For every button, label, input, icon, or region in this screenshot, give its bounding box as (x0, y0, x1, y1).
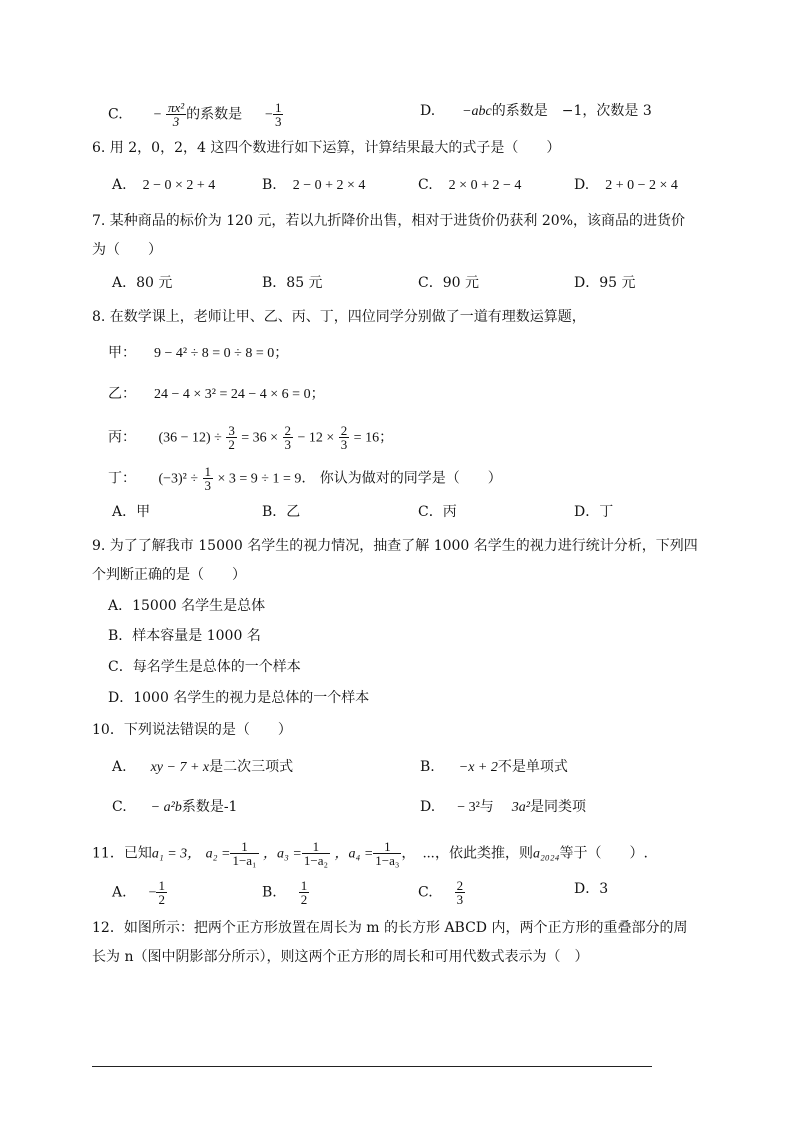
option-text: 与 (479, 799, 494, 815)
numerator: 1 (204, 464, 212, 479)
fraction-2-3 (283, 424, 294, 451)
fraction-3-2 (226, 424, 237, 451)
q7-option-d: D．95 元 (574, 275, 636, 291)
q8-option-a: A．甲 (112, 504, 151, 520)
numerator: 1 (373, 840, 401, 854)
q9-stem-line2: 个判断正确的是（ ） (92, 567, 246, 583)
math-expr: xy − 7 + x (150, 760, 210, 775)
option-label: D. (420, 103, 436, 119)
math-expr: (−3)² ÷ (158, 471, 199, 487)
fraction-1-3 (203, 465, 214, 492)
q9-option-a: A．15000 名学生是总体 (108, 598, 266, 614)
fraction-pi-x2-over-3 (166, 101, 186, 128)
q9-option-d: D．1000 名学生的视力是总体的一个样本 (108, 690, 370, 706)
option-label: D. (420, 799, 436, 815)
q11-option-c (418, 879, 465, 906)
footer-rule (92, 1066, 652, 1067)
q7-option-b: B．85 元 (262, 275, 323, 291)
fraction-a2 (230, 840, 258, 867)
fraction-answer (273, 101, 284, 128)
q11-option-b (262, 879, 309, 906)
numerator: 1 (230, 840, 258, 854)
q8-bing (108, 424, 393, 451)
numerator: 2 (340, 423, 348, 438)
q5-option-c (108, 101, 283, 128)
numerator: 3 (228, 423, 235, 438)
numerator: 1 (302, 840, 330, 854)
fraction-a4 (373, 840, 401, 867)
option-label: B. (420, 759, 435, 775)
question-text: 等于（ ）. (559, 845, 648, 862)
math-expr: ，a₄ = (334, 846, 374, 862)
option-text: 系数是-1 (181, 799, 238, 815)
fraction-2-3 (455, 879, 466, 906)
question-text: ， ⋯，依此类推，则 (401, 845, 534, 862)
option-label: C. (418, 884, 433, 901)
numerator: 1 (274, 100, 282, 115)
q7-stem-line1: 7. 某种商品的标价为 120 元，若以九折降价出售，相对于进货价仍获利 20%，该商品的进货价 (92, 213, 685, 229)
q11-stem (92, 840, 648, 867)
math-expr: 3a² (511, 800, 530, 815)
option-text: 不是单项式 (497, 759, 568, 775)
option-text: 是同类项 (529, 799, 586, 815)
option-label: C. (108, 106, 123, 123)
math-expr: a₂ = (205, 846, 231, 862)
math-expr: −abc (462, 104, 492, 119)
q9-option-c: C．每名学生是总体的一个样本 (108, 659, 301, 675)
q6-option-a (112, 175, 215, 196)
fraction-a3 (302, 840, 330, 867)
numerator: 1 (300, 878, 308, 893)
minus-sign: − (148, 885, 157, 901)
q7-option-a: A．80 元 (112, 275, 173, 291)
q12-stem-line1: 12．如图所示：把两个正方形放置在周长为 m 的长方形 ABCD 内，两个正方形的重叠部分的周 (92, 920, 688, 936)
math-expr: − a²b (150, 800, 182, 815)
denominator: 1−a₂ (303, 853, 328, 868)
student-label: 甲： (108, 345, 136, 361)
q12-stem-line2: 长为 n（图中阴影部分所示），则这两个正方形的周长和可用代数式表示为（ ） (92, 949, 589, 965)
option-text: 是二次三项式 (209, 759, 294, 775)
question-text: . 你认为做对的同学是（ ） (301, 470, 502, 487)
student-label: 丁： (108, 470, 136, 487)
denominator: 3 (456, 892, 464, 907)
denominator: 2 (228, 437, 235, 452)
fraction-2-3 (339, 424, 350, 451)
minus-sign: − (153, 107, 162, 123)
q10-option-a (112, 757, 293, 778)
q7-option-c: C．90 元 (418, 275, 479, 291)
q8-option-d: D．丁 (574, 504, 614, 520)
math-expr: 2 × 0 + 2 − 4 (448, 178, 522, 193)
option-label: C. (112, 799, 127, 815)
math-expr: = 16； (353, 430, 394, 446)
fraction-1-2 (299, 879, 310, 906)
numerator: 1 (158, 878, 165, 893)
math-expr: a₁ = 3， (151, 846, 202, 862)
q8-ding (108, 465, 502, 492)
option-text: 的系数是 (186, 106, 243, 123)
math-expr: (36 − 12) ÷ (158, 430, 222, 446)
q9-option-b: B．样本容量是 1000 名 (108, 628, 261, 644)
q6-option-c (418, 175, 521, 196)
q8-yi (108, 384, 325, 405)
denominator: 3 (204, 478, 212, 493)
option-label: A. (112, 177, 127, 193)
denominator: 3 (284, 437, 292, 452)
numerator: 2 (284, 423, 292, 438)
q8-jia (108, 343, 288, 364)
q11-option-d: D．3 (574, 881, 609, 897)
math-expr: = 36 × (241, 430, 279, 446)
q10-option-c (112, 797, 237, 818)
denominator: 1−a₃ (375, 853, 400, 868)
numerator: 2 (456, 878, 464, 893)
q5-option-d (420, 101, 652, 122)
option-label: A. (112, 759, 127, 775)
fraction-1-2 (156, 879, 167, 906)
math-expr: − 3² (457, 800, 480, 815)
math-expr: 9 − 4² ÷ 8 = 0 ÷ 8 = 0； (154, 346, 289, 361)
math-expr: × 3 = 9 ÷ 1 = 9 (217, 471, 302, 487)
q6-stem: 6. 用 2，0，2，4 这四个数进行如下运算，计算结果最大的式子是（ ） (92, 140, 561, 156)
math-expr: 2 − 0 × 2 + 4 (142, 178, 216, 193)
math-expr: a₂₀₂₄ (533, 846, 560, 862)
denominator: 3 (340, 437, 348, 452)
q6-option-d (574, 175, 678, 196)
math-expr: −x + 2 (458, 760, 498, 775)
option-label: B. (262, 177, 277, 193)
question-text: 11．已知 (92, 845, 152, 862)
math-expr: − 12 × (297, 430, 335, 446)
option-label: B. (262, 884, 277, 901)
q8-option-c: C．丙 (418, 504, 457, 520)
q8-stem: 8. 在数学课上，老师让甲、乙、丙、丁，四位同学分别做了一道有理数运算题， (92, 309, 586, 325)
minus-sign: − (265, 107, 273, 123)
denominator: 2 (300, 892, 308, 907)
denominator: 3 (172, 114, 180, 129)
math-expr: ，a₃ = (263, 846, 302, 862)
option-label: D. (574, 177, 590, 193)
student-label: 丙： (108, 429, 136, 446)
denominator: 3 (274, 114, 282, 129)
q10-option-b (420, 757, 568, 778)
q9-stem-line1: 9. 为了了解我市 15000 名学生的视力情况，抽查了解 1000 名学生的视力进行统计分析，下列四 (92, 538, 698, 554)
option-text: 的系数是 −1，次数是 3 (491, 103, 652, 119)
denominator: 1−a₁ (232, 853, 257, 868)
math-expr: 2 − 0 + 2 × 4 (292, 178, 366, 193)
math-expr: 24 − 4 × 3² = 24 − 4 × 6 = 0； (154, 387, 325, 402)
option-label: A. (112, 884, 127, 901)
q8-option-b: B．乙 (262, 504, 301, 520)
q11-option-a (112, 879, 167, 906)
q10-stem: 10．下列说法错误的是（ ） (92, 722, 292, 738)
math-expr: 2 + 0 − 2 × 4 (605, 178, 678, 193)
numerator: πx² (167, 100, 185, 115)
student-label: 乙： (108, 386, 136, 402)
denominator: 2 (158, 892, 165, 907)
option-label: C. (418, 177, 433, 193)
q7-stem-line2: 为（ ） (92, 242, 162, 258)
q6-option-b (262, 175, 365, 196)
q10-option-d (420, 797, 586, 818)
